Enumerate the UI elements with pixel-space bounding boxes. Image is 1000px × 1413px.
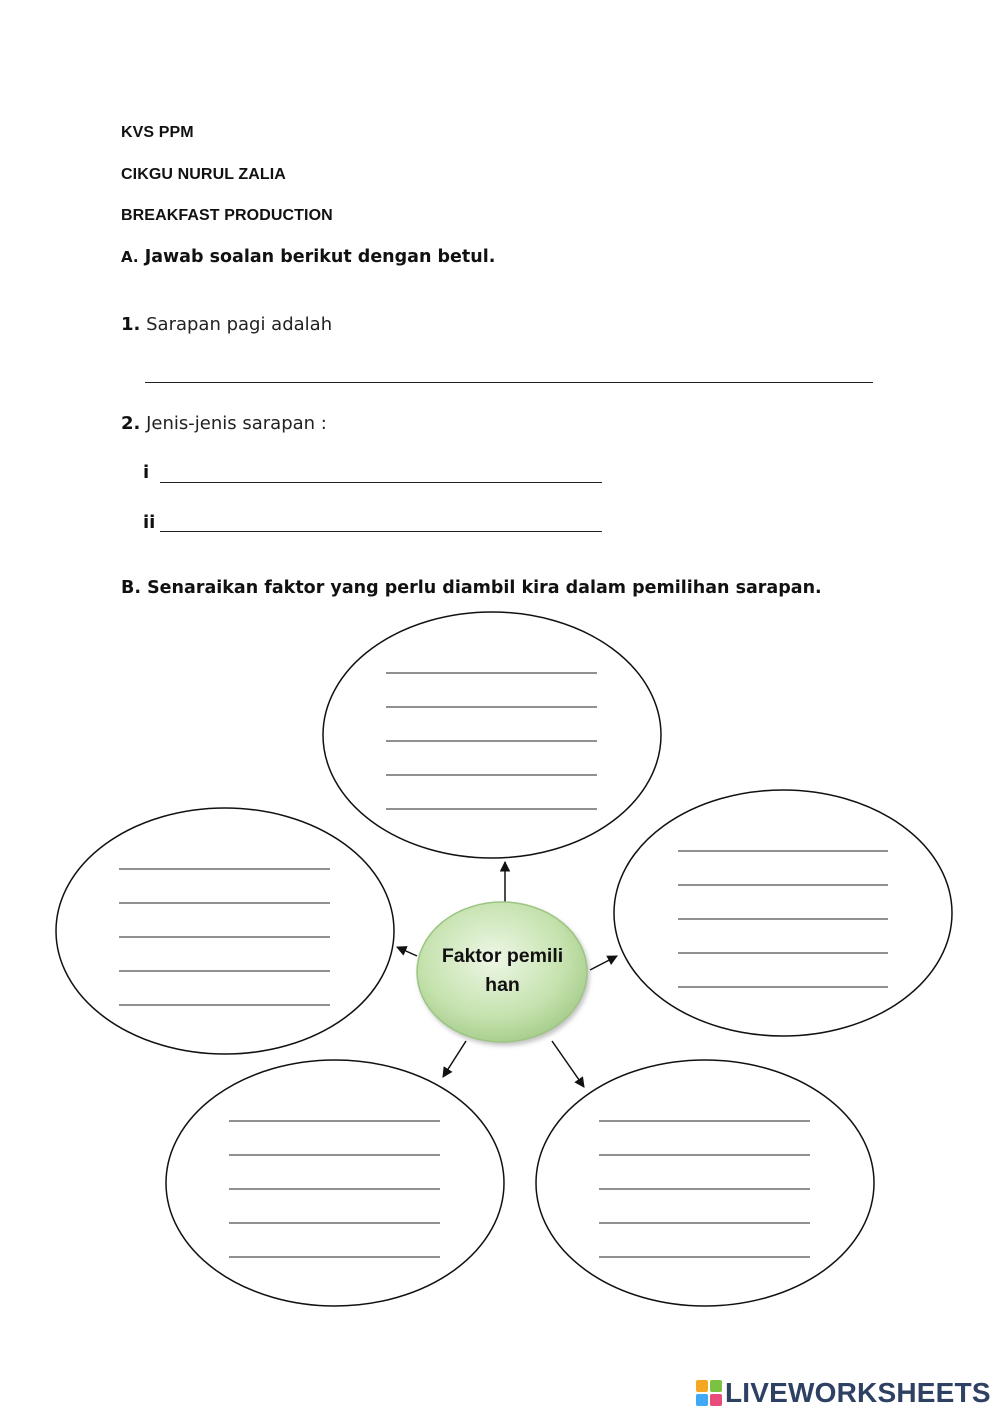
sub-item-ii-label: ii <box>143 512 156 533</box>
question-2-number: 2. <box>121 413 141 434</box>
section-b-heading: B. Senaraikan faktor yang perlu diambil kira dalam pemilihan sarapan. <box>121 578 822 598</box>
bubble-right[interactable] <box>614 790 952 1036</box>
bubble-bottom-right[interactable] <box>536 1060 874 1306</box>
section-a-title: Jawab soalan berikut dengan betul. <box>144 247 496 267</box>
question-2-text: Jenis-jenis sarapan : <box>146 413 327 434</box>
center-node-label: Faktor pemilihan <box>441 945 564 996</box>
logo-icon <box>696 1380 722 1406</box>
brand-text: LIVEWORKSHEETS <box>725 1377 991 1408</box>
question-1-number: 1. <box>121 314 141 335</box>
bubble-left[interactable] <box>56 808 394 1054</box>
bubble-top[interactable] <box>323 612 661 858</box>
arrow-to-bottom-left <box>443 1041 466 1077</box>
school-label: KVS PPM <box>121 124 194 141</box>
section-a-letter: A. <box>121 248 139 266</box>
bubble-bottom-left[interactable] <box>166 1060 504 1306</box>
question-1-text: Sarapan pagi adalah <box>146 314 333 335</box>
liveworksheets-logo <box>696 1376 991 1410</box>
teacher-label: CIKGU NURUL ZALIA <box>121 166 286 183</box>
arrow-to-bottom-right <box>552 1041 584 1087</box>
arrow-to-left <box>397 947 417 956</box>
sub-item-i-label: i <box>143 462 150 483</box>
arrow-to-right <box>590 956 617 970</box>
subject-label: BREAKFAST PRODUCTION <box>121 207 333 224</box>
